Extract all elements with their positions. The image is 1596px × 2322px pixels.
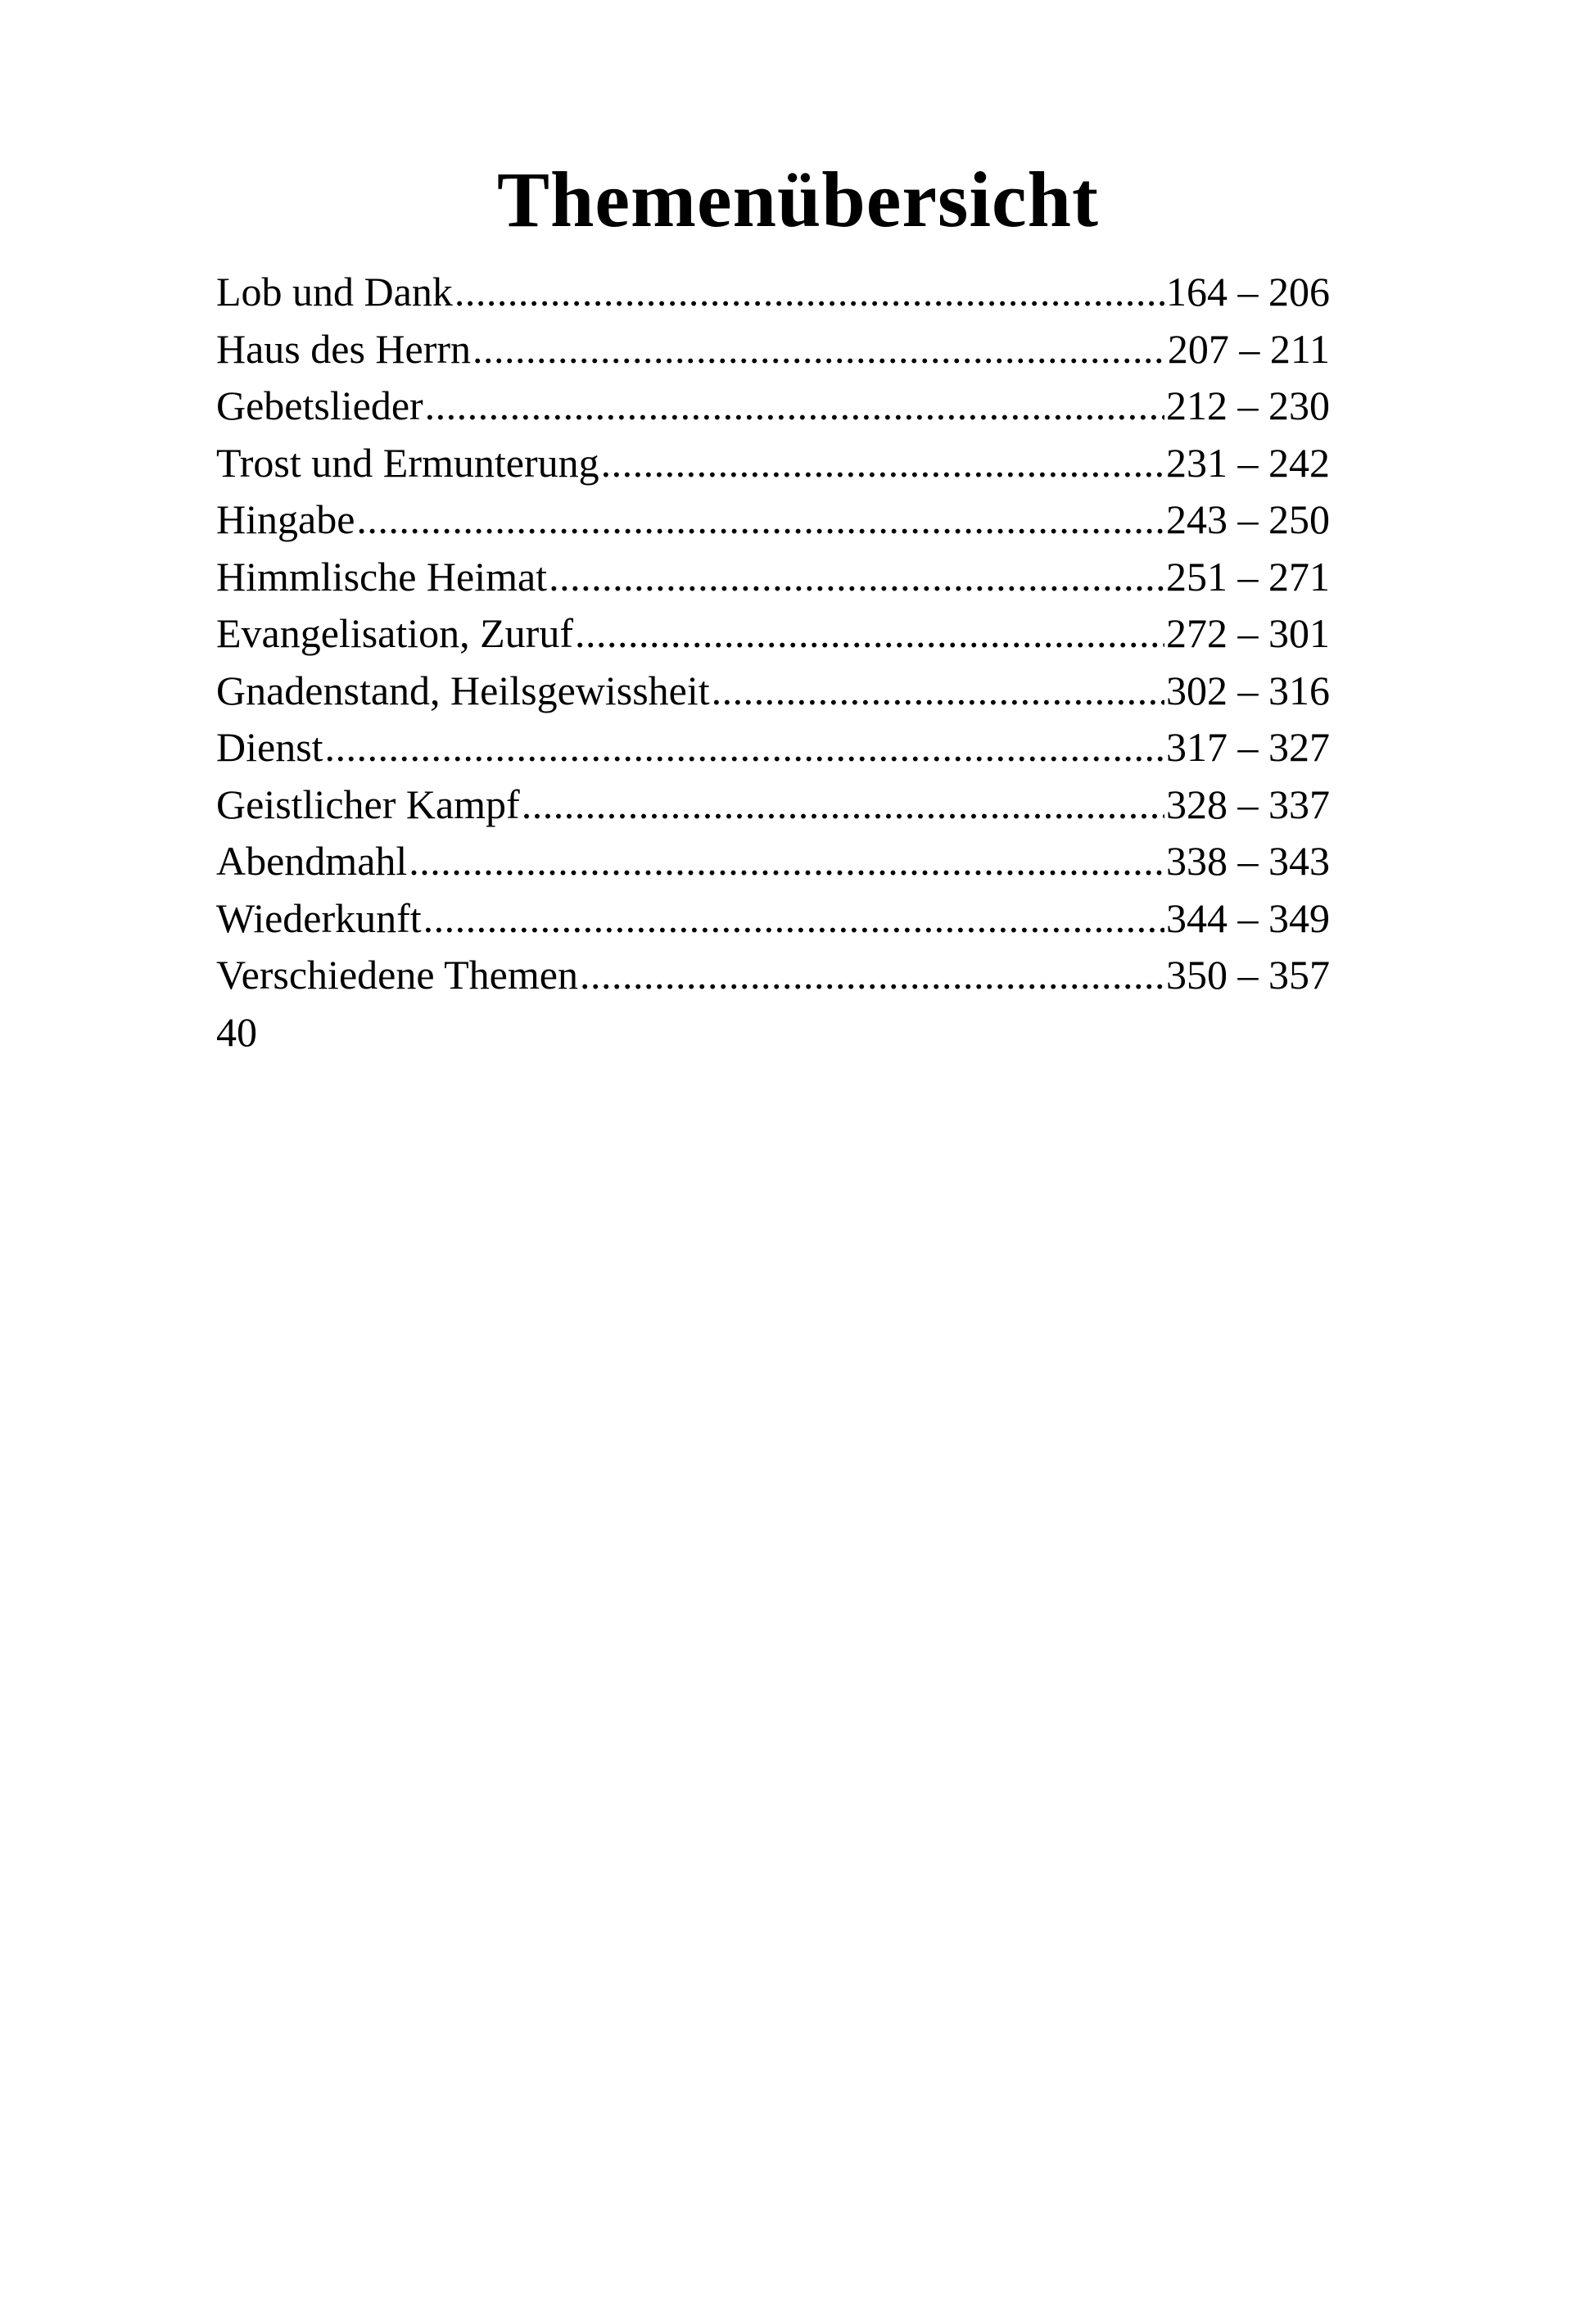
toc-entry-label: Geistlicher Kampf (216, 781, 520, 827)
toc-entry-label: Gebetslieder (216, 382, 423, 428)
toc-entry-label: Dienst (216, 724, 323, 770)
toc-entry-label: Himmlische Heimat (216, 553, 548, 600)
toc-entry-label: Trost und Ermunterung (216, 439, 599, 486)
dot-leader (712, 663, 1164, 720)
toc-entry-range: 164 – 206 (1166, 269, 1330, 315)
toc-entry-abendmahl (216, 833, 1330, 890)
toc-entry-range: 231 – 242 (1166, 439, 1330, 486)
toc-entry-range: 251 – 271 (1166, 553, 1330, 600)
dot-leader (580, 947, 1164, 1004)
toc-entry-label: Gnadenstand, Heilsgewissheit (216, 667, 710, 713)
dot-leader (549, 549, 1164, 606)
toc-entry-range: 272 – 301 (1166, 610, 1330, 656)
toc-entry-dienst (216, 719, 1330, 776)
dot-leader (356, 491, 1164, 549)
toc-entry-gebetslieder (216, 378, 1330, 435)
toc-entry-range: 344 – 349 (1166, 894, 1330, 941)
toc-entry-label: Haus des Herrn (216, 325, 472, 372)
toc-entry-lob-und-dank (216, 264, 1330, 321)
dot-leader (325, 719, 1164, 776)
toc-entry-trost-und-ermunterung (216, 435, 1330, 492)
toc-entry-range: 243 – 250 (1166, 496, 1330, 542)
toc-entry-evangelisation-zuruf (216, 605, 1330, 663)
toc-entry-label: Lob und Dank (216, 269, 453, 315)
dot-leader (425, 378, 1164, 435)
toc-entry-range: 212 – 230 (1166, 382, 1330, 428)
dot-leader (409, 833, 1164, 890)
toc-entry-gnadenstand-heilsgewissheit (216, 663, 1330, 720)
toc-entry-label: Wiederkunft (216, 894, 422, 941)
toc-entry-range: 317 – 327 (1166, 724, 1330, 770)
page-title: Themenübersicht (497, 156, 1099, 244)
toc-entry-geistlicher-kampf (216, 776, 1330, 834)
toc-entry-haus-des-herrn (216, 321, 1330, 378)
toc-entry-range: 328 – 337 (1166, 781, 1330, 827)
dot-leader (575, 605, 1164, 663)
toc-entry-range: 207 – 211 (1167, 325, 1330, 372)
toc-entry-range: 302 – 316 (1166, 667, 1330, 713)
dot-leader (472, 321, 1166, 378)
dot-leader (454, 264, 1164, 321)
toc-entry-range: 338 – 343 (1166, 838, 1330, 884)
dot-leader (522, 776, 1164, 834)
toc-entry-label: Evangelisation, Zuruf (216, 610, 573, 656)
table-of-contents (216, 264, 1330, 1004)
toc-entry-label: Abendmahl (216, 838, 408, 884)
toc-entry-label: Verschiedene Themen (216, 952, 578, 998)
toc-entry-wiederkunft (216, 890, 1330, 948)
page-number: 40 (216, 1009, 257, 1055)
toc-entry-range: 350 – 357 (1166, 952, 1330, 998)
toc-entry-label: Hingabe (216, 496, 355, 542)
toc-entry-hingabe (216, 491, 1330, 549)
dot-leader (423, 890, 1164, 948)
dot-leader (601, 435, 1164, 492)
toc-entry-himmlische-heimat (216, 549, 1330, 606)
toc-entry-verschiedene-themen (216, 947, 1330, 1004)
